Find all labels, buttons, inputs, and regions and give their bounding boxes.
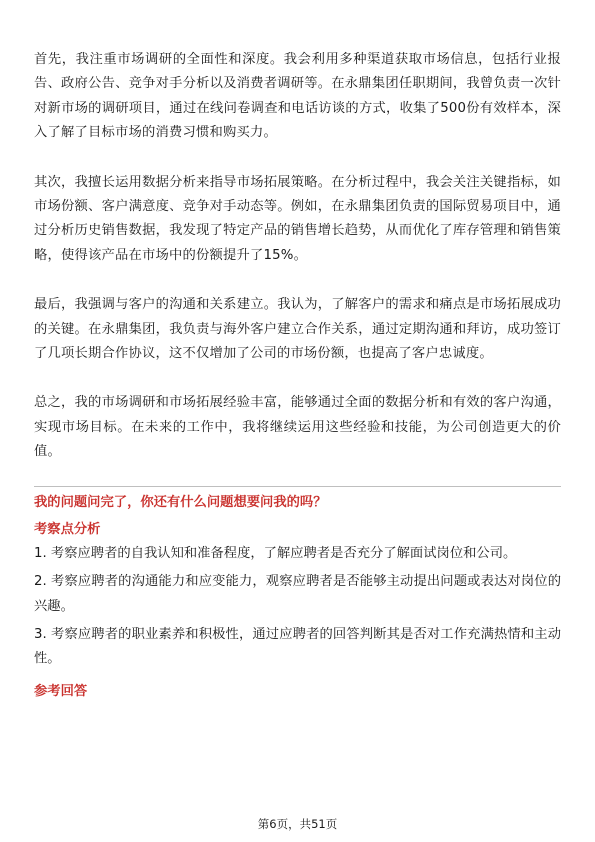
page-content <box>34 48 561 704</box>
analysis-item-1: 1. 考察应聘者的自我认知和准备程度，了解应聘者是否充分了解面试岗位和公司。 <box>34 545 517 561</box>
answer-paragraph-4: 总之，我的市场调研和市场拓展经验丰富，能够通过全面的数据分析和有效的客户沟通，实现市场目标。在未来的工作中，我将继续运用这些经验和技能，为公司创造更大的价值。 <box>34 395 561 460</box>
answer-paragraph-2: 其次，我擅长运用数据分析来指导市场拓展策略。在分析过程中，我会关注关键指标，如市场份额、客户满意度、竞争对手动态等。例如，在永鼎集团负责的国际贸易项目中，通过分析历史销售数据，我发现了特定产品的销售增长趋势，从而优化了库存管理和销售策略，使得该产品在市场中的份额提升了15%。 <box>34 174 561 263</box>
section-divider <box>34 486 561 487</box>
answer-paragraph-3: 最后，我强调与客户的沟通和关系建立。我认为，了解客户的需求和痛点是市场拓展成功的关键。在永鼎集团，我负责与海外客户建立合作关系，通过定期沟通和拜访，成功签订了几项长期合作协议，这不仅增加了公司的市场份额，也提高了客户忠诚度。 <box>34 297 561 362</box>
analysis-item-2: 2. 考察应聘者的沟通能力和应变能力，观察应聘者是否能够主动提出问题或表达对岗位的兴趣。 <box>34 574 561 614</box>
interview-question: 我的问题问完了，你还有什么问题想要问我的吗？ <box>34 494 327 510</box>
analysis-list <box>34 542 561 672</box>
analysis-item-3: 3. 考察应聘者的职业素养和积极性，通过应聘者的回答判断其是否对工作充满热情和主动性。 <box>34 626 561 667</box>
reference-answer-title: 参考回答 <box>34 683 88 699</box>
analysis-title: 考察点分析 <box>34 521 101 537</box>
page-footer: 第6页，共51页 <box>257 817 338 831</box>
answer-paragraph-1: 首先，我注重市场调研的全面性和深度。我会利用多种渠道获取市场信息，包括行业报告、政府公告、竞争对手分析以及消费者调研等。在永鼎集团任职期间，我曾负责一次针对新市场的调研项目，通过在线问卷调查和电话访谈的方式，收集了500份有效样本，深入了解了目标市场的消费习惯和购买力。 <box>34 52 561 141</box>
